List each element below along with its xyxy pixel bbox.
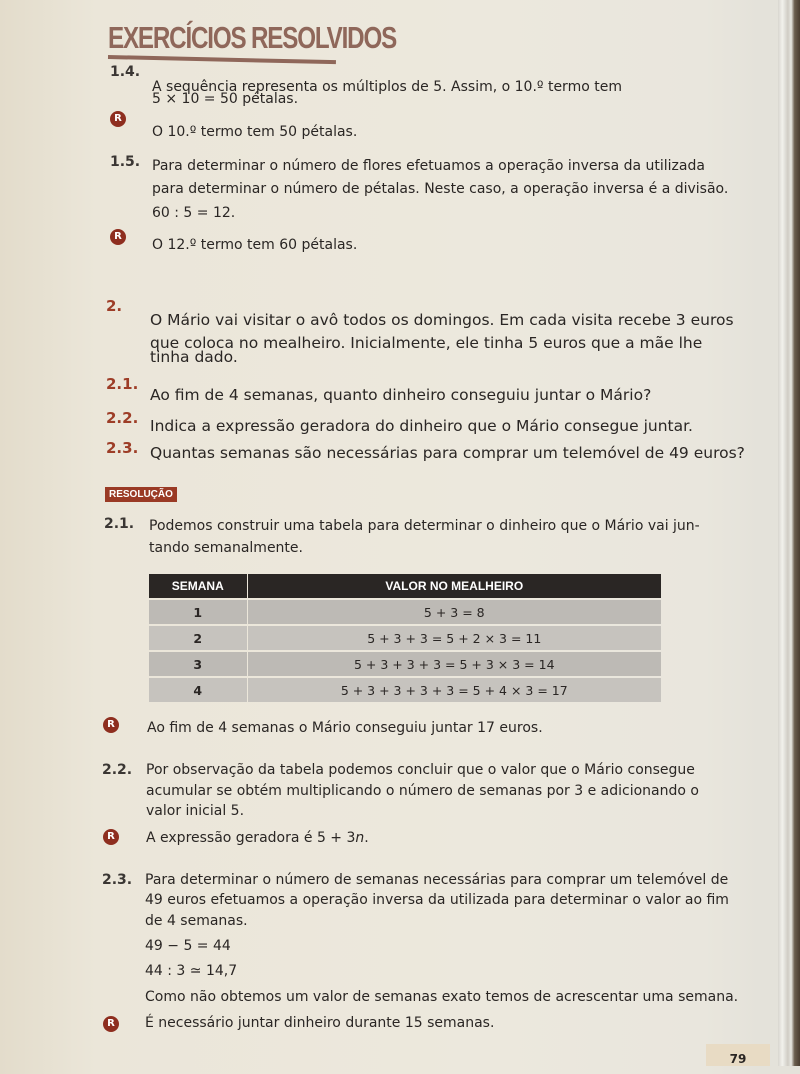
- answer-prefix: A expressão geradora é 5 + 3: [146, 830, 356, 846]
- week-cell: 4: [149, 678, 247, 702]
- calculation: 44 : 3 ≃ 14,7: [145, 963, 238, 979]
- answer-text: Ao fim de 4 semanas o Mário conseguiu juntar 17 euros.: [147, 720, 543, 736]
- answer-badge-icon: R: [103, 829, 119, 845]
- exercise-text: para determinar o número de pétalas. Neste caso, a operação inversa é a divisão.: [152, 181, 729, 197]
- week-cell: 2: [149, 626, 247, 650]
- answer-suffix: .: [364, 830, 369, 846]
- week-cell: 1: [149, 600, 247, 624]
- calculation: 49 − 5 = 44: [145, 938, 231, 954]
- answer-badge-icon: R: [110, 229, 126, 245]
- column-header-week: SEMANA: [149, 574, 247, 598]
- exercise-label: 1.4.: [110, 64, 141, 80]
- question-text: Quantas semanas são necessárias para comprar um telemóvel de 49 euros?: [150, 444, 745, 462]
- exercise-text: A sequência representa os múltiplos de 5. Assim, o 10.º termo tem: [152, 79, 622, 95]
- solution-text: 49 euros efetuamos a operação inversa da utilizada para determinar o valor ao fim: [145, 892, 729, 908]
- answer-badge-icon: R: [103, 717, 119, 733]
- table-row: [149, 626, 661, 650]
- value-cell: 5 + 3 + 3 = 5 + 2 × 3 = 11: [248, 626, 661, 650]
- week-cell: 3: [149, 652, 247, 676]
- problem-text: O Mário vai visitar o avô todos os domingos. Em cada visita recebe 3 euros: [150, 311, 734, 329]
- page-edge: [778, 0, 800, 1066]
- table-header-row: [149, 574, 661, 598]
- page-number: 79: [706, 1044, 770, 1066]
- table-row: [149, 652, 661, 676]
- question-label: 2.2.: [106, 409, 139, 427]
- solution-text: valor inicial 5.: [146, 803, 245, 819]
- question-text: Indica a expressão geradora do dinheiro que o Mário consegue juntar.: [150, 417, 693, 435]
- solution-text: Para determinar o número de semanas necessárias para comprar um telemóvel de: [145, 872, 729, 888]
- exercise-text: 60 : 5 = 12.: [152, 205, 236, 221]
- value-cell: 5 + 3 + 3 + 3 + 3 = 5 + 4 × 3 = 17: [248, 678, 661, 702]
- solution-text: acumular se obtém multiplicando o número de semanas por 3 e adicionando o: [146, 783, 699, 799]
- exercise-text: 5 × 10 = 50 pétalas.: [152, 91, 299, 107]
- solution-label: 2.1.: [104, 516, 135, 532]
- value-cell: 5 + 3 + 3 + 3 = 5 + 3 × 3 = 14: [248, 652, 661, 676]
- table-row: [149, 600, 661, 624]
- answer-text: O 10.º termo tem 50 pétalas.: [152, 124, 358, 140]
- answer-text: O 12.º termo tem 60 pétalas.: [152, 237, 358, 253]
- question-text: Ao fim de 4 semanas, quanto dinheiro conseguiu juntar o Mário?: [150, 386, 652, 404]
- answer-text: [146, 828, 369, 849]
- table-row: [149, 678, 661, 702]
- solution-text: Por observação da tabela podemos concluir que o valor que o Mário consegue: [146, 762, 695, 778]
- question-label: 2.3.: [106, 439, 139, 457]
- solution-text: de 4 semanas.: [145, 913, 248, 929]
- problem-label: 2.: [106, 297, 123, 315]
- solution-text: Podemos construir uma tabela para determinar o dinheiro que o Mário vai jun-: [149, 518, 700, 534]
- solution-text: tando semanalmente.: [149, 540, 303, 556]
- column-header-value: VALOR NO MEALHEIRO: [248, 574, 661, 598]
- resolution-tag: RESOLUÇÃO: [105, 487, 177, 502]
- solution-text: Como não obtemos um valor de semanas exato temos de acrescentar uma semana.: [145, 989, 739, 1005]
- answer-badge-icon: R: [103, 1016, 119, 1032]
- section-title: EXERCÍCIOS RESOLVIDOS: [108, 20, 397, 55]
- question-label: 2.1.: [106, 375, 139, 393]
- solution-label: 2.3.: [102, 872, 133, 888]
- solution-label: 2.2.: [102, 762, 133, 778]
- problem-text: que coloca no mealheiro. Inicialmente, ele tinha 5 euros que a mãe lhe: [150, 334, 703, 352]
- savings-table: [148, 572, 662, 704]
- exercise-label: 1.5.: [110, 154, 141, 170]
- value-cell: 5 + 3 = 8: [248, 600, 661, 624]
- exercise-text: Para determinar o número de flores efetuamos a operação inversa da utilizada: [152, 158, 705, 174]
- answer-badge-icon: R: [110, 111, 126, 127]
- answer-text: É necessário juntar dinheiro durante 15 semanas.: [145, 1015, 495, 1031]
- title-underline: [108, 55, 336, 64]
- problem-text: tinha dado.: [150, 348, 238, 366]
- answer-variable: n: [355, 830, 365, 846]
